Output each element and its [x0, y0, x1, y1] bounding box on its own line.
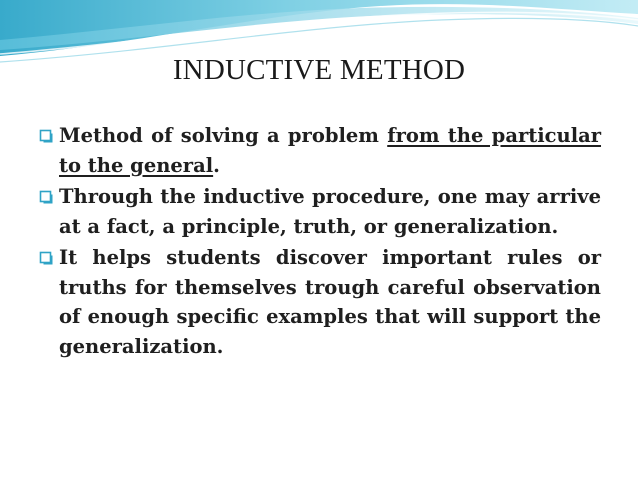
hollow-square-bullet-icon	[39, 251, 54, 266]
hollow-square-bullet-icon	[39, 129, 54, 144]
bullet-item-definition	[38, 121, 601, 180]
bullet-text: It helps students discover important rules or truths for themselves trough careful observation of enough specific examples that will support the generalization.	[59, 246, 601, 358]
bullet-text: Through the inductive procedure, one may arrive at a fact, a principle, truth, or generalization.	[59, 185, 601, 238]
hollow-square-bullet-icon	[39, 190, 54, 205]
bullet-list	[38, 121, 601, 363]
bullet-item-benefit	[38, 243, 601, 361]
bullet-text-end: .	[213, 153, 220, 177]
underlined-phrase: from the particular to the general	[59, 124, 602, 177]
bullet-text: Method of solving a problem	[59, 124, 388, 147]
slide-title: INDUCTIVE METHOD	[172, 54, 466, 86]
bullet-item-procedure	[38, 182, 601, 241]
